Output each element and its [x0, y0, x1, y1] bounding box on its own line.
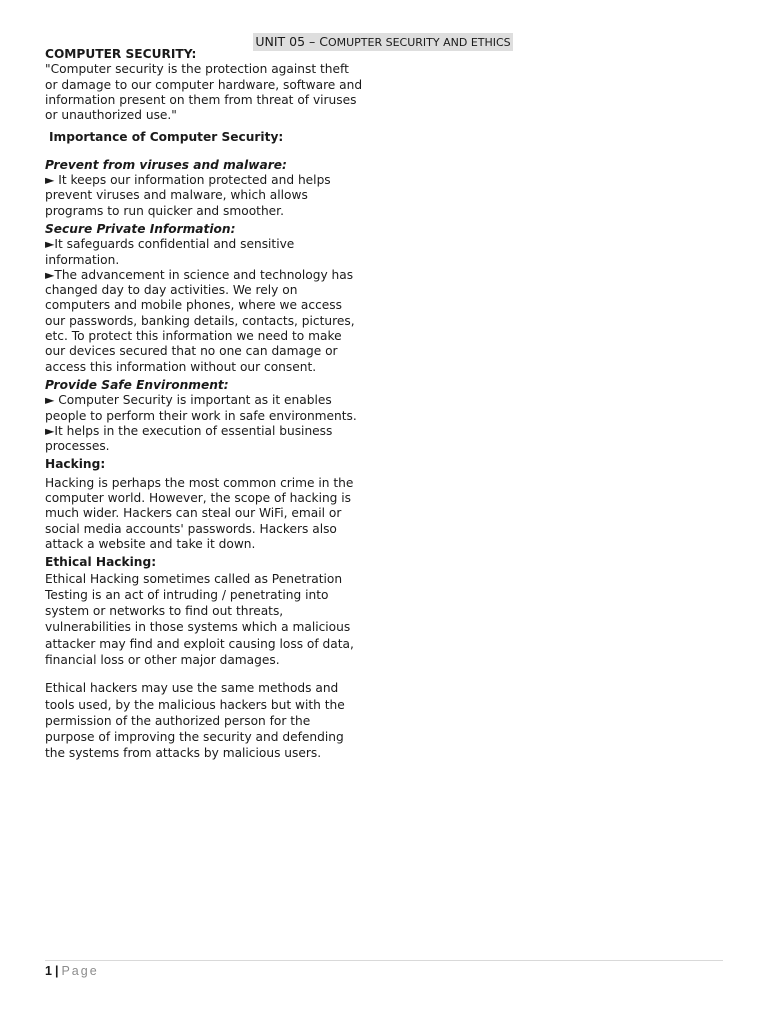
- section-title: Provide Safe Environment:: [45, 377, 229, 392]
- ethical-hacking-text-2: Ethical hackers may use the same methods and tools used, by the malicious hackers but with the permission of the authorized person for the purpose of improving the security and defending the systems from attacks by malicious users.: [45, 681, 345, 761]
- computer-security-heading: COMPUTER SECURITY:: [45, 47, 197, 61]
- section-title: Prevent from viruses and malware:: [45, 157, 287, 172]
- section-point: ► It keeps our information protected and helps prevent viruses and malware, which allows programs to run quicker and smoother.: [45, 173, 331, 218]
- section-title: Secure Private Information:: [45, 221, 236, 236]
- section-point: ►The advancement in science and technology has changed day to day activities. We rely on computers and mobile phones, where we access our passwords, banking details, contacts, pictures, etc. To protect this information we need to make our devices secured that no one can damage or access this information without our consent.: [45, 267, 355, 374]
- footer-separator: |: [54, 964, 59, 978]
- section-point: ►It safeguards confidential and sensitive information.: [45, 237, 295, 267]
- page-number: 1: [45, 964, 52, 978]
- ethical-hacking-text-1: Ethical Hacking sometimes called as Penetration Testing is an act of intruding / penetrating into system or networks to find out threats, vulnerabilities in those systems which a malicious attacker may find and exploit causing loss of data, financial loss or other major damages.: [45, 571, 354, 667]
- section-point: ► Computer Security is important as it enables people to perform their work in safe environments.: [45, 393, 357, 423]
- unit-title-prefix: UNIT 05 – C: [255, 34, 328, 49]
- section-point: ►It helps in the execution of essential business processes.: [45, 423, 333, 454]
- page-footer: [45, 960, 723, 979]
- page-label: Page: [61, 964, 99, 978]
- ethical-hacking-heading: Ethical Hacking:: [45, 555, 157, 570]
- unit-title-rest: OMUPTER SECURITY AND ETHICS: [327, 36, 511, 49]
- hacking-text: Hacking is perhaps the most common crime in the computer world. However, the scope of hacking is much wider. Hackers can steal our WiFi, email or social media accounts' passwords. Hackers also attack a website and take it down.: [45, 475, 354, 551]
- importance-heading: Importance of Computer Security:: [49, 130, 284, 145]
- hacking-heading: Hacking:: [45, 457, 106, 472]
- computer-security-definition: "Computer security is the protection against theft or damage to our computer hardware, software and information present on them from threat of viruses or unauthorized use.": [45, 62, 363, 123]
- main-content: [45, 47, 363, 762]
